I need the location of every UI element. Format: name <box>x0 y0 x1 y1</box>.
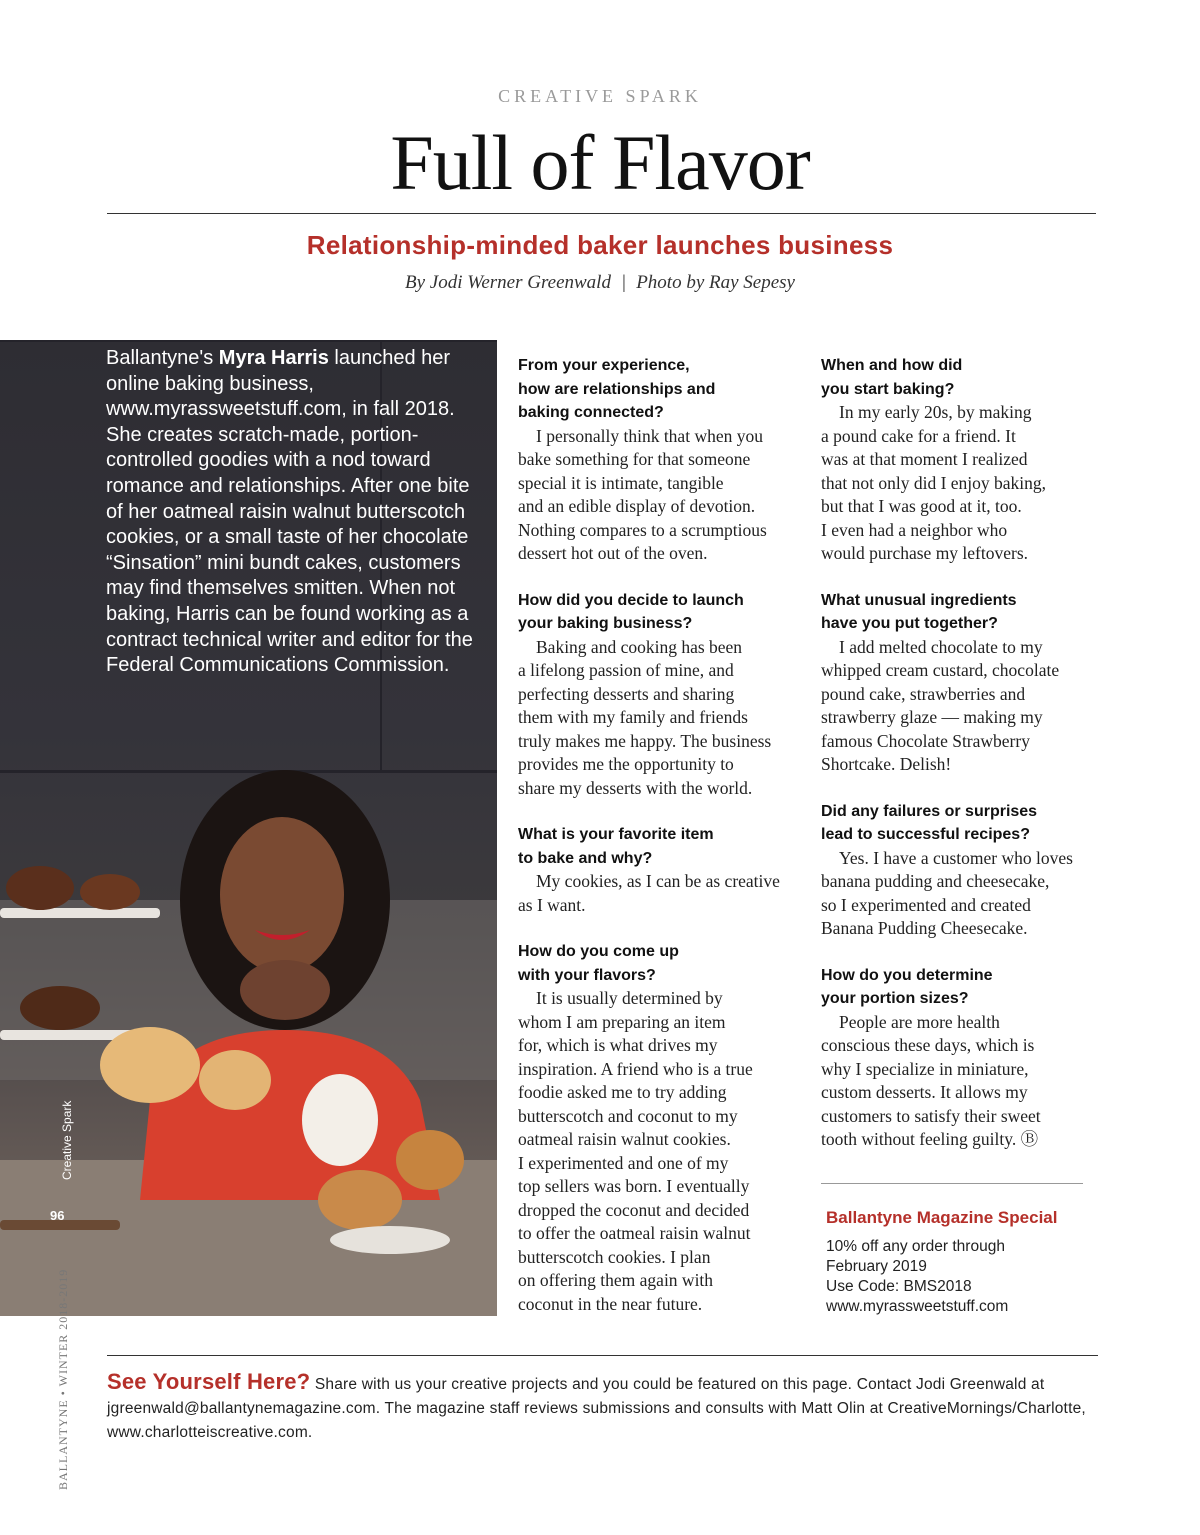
qa-column-1 <box>518 354 790 1339</box>
intro-paragraph <box>106 346 476 679</box>
qa-column-2 <box>821 354 1093 1175</box>
question: Did any failures or surprises lead to successful recipes? <box>821 802 1038 843</box>
footer-cta: See Yourself Here? <box>107 1369 311 1394</box>
section-side-label: Creative Spark <box>60 1100 74 1180</box>
answer: People are more health conscious these days, which is why I specialize in miniature, custom desserts. It allows my customers to satisfy their sweet tooth without feeling guilty. Ⓑ <box>821 1011 1041 1149</box>
byline <box>0 272 1200 294</box>
answer: I personally think that when you bake something for that someone special it is intimate, tangible and an edible display of devotion. Nothing compares to a scrumptious dessert hot out of the oven. <box>518 425 767 563</box>
question: From your experience, how are relationships and baking connected? <box>518 357 716 421</box>
answer: Yes. I have a customer who loves banana pudding and cheesecake, so I experimented and created Banana Pudding Cheesecake. <box>821 847 1073 938</box>
article-title: Full of Flavor <box>390 119 810 206</box>
question: What unusual ingredients have you put together? <box>821 591 1017 632</box>
special-offer-body: 10% off any order through February 2019 Use Code: BMS2018 www.myrassweetstuff.com <box>826 1238 1009 1315</box>
page-number: 96 <box>50 1208 65 1223</box>
title-divider <box>107 213 1096 214</box>
question: When and how did you start baking? <box>821 357 963 398</box>
answer: It is usually determined by whom I am preparing an item for, which is what drives my inspiration. A friend who is a true foodie asked me to try adding butterscotch and coconut to my oatmeal raisin walnut cookies. I experimented and one of my top sellers was born. I eventually dropped the coconut and decided to offer the oatmeal raisin walnut butterscotch cookies. I plan on offering them again with coconut in the near future. <box>518 988 753 1314</box>
byline-photo-credit: Photo by Ray Sepesy <box>636 272 795 293</box>
question: How do you determine your portion sizes? <box>821 966 993 1007</box>
intro-body: launched her online baking business, www.myrassweetstuff.com, in fall 2018. She creates scratch-made, portion-controlled goodies with a nod toward romance and relationships. After one bite of her oatmeal raisin walnut butterscotch cookies, or a small taste of her chocolate “Sinsation” mini bundt cakes, customers may find themselves smitten. When not baking, Harris can be found working as a contract technical writer and editor for the Federal Communications Commission. <box>106 347 473 677</box>
special-offer-title: Ballantyne Magazine Special <box>826 1208 1058 1227</box>
answer: Baking and cooking has been a lifelong passion of mine, and perfecting desserts and sharing them with my family and friends truly makes me happy. The business provides me the opportunity to share my desserts with the world. <box>518 636 772 798</box>
intro-name: Myra Harris <box>218 347 329 369</box>
byline-author: By Jodi Werner Greenwald <box>404 272 611 293</box>
question: How did you decide to launch your baking business? <box>518 591 744 632</box>
question: What is your favorite item to bake and why? <box>518 826 714 867</box>
special-divider <box>821 1183 1083 1184</box>
article-subtitle: Relationship-minded baker launches business <box>306 230 894 260</box>
answer: In my early 20s, by making a pound cake for a friend. It was at that moment I realized that not only did I enjoy baking, but that I was good at it, too. I even had a neighbor who would purchase my leftovers. <box>821 402 1047 563</box>
answer: I add melted chocolate to my whipped cream custard, chocolate pound cake, strawberries and strawberry glaze — making my famous Chocolate Strawberry Shortcake. Delish! <box>821 636 1060 774</box>
byline-separator: | <box>620 272 627 293</box>
intro-lead: Ballantyne's <box>106 347 219 369</box>
question: How do you come up with your flavors? <box>518 943 679 984</box>
footer-text: Share with us your creative projects and you could be featured on this page. Contact Jodi Greenwald at jgreenwald@ballantynemagazine.com. The magazine staff reviews submissions and consults with Matt Olin at CreativeMornings/Charlotte, www.charlotteiscreative.com. <box>107 1376 1086 1441</box>
issue-side-label: BALLANTYNE • WINTER 2018-2019 <box>56 1268 70 1490</box>
footer-callout <box>107 1370 1107 1445</box>
footer-divider <box>107 1355 1098 1356</box>
answer: My cookies, as I can be as creative as I want. <box>518 871 780 915</box>
section-kicker: CREATIVE SPARK <box>498 86 702 106</box>
